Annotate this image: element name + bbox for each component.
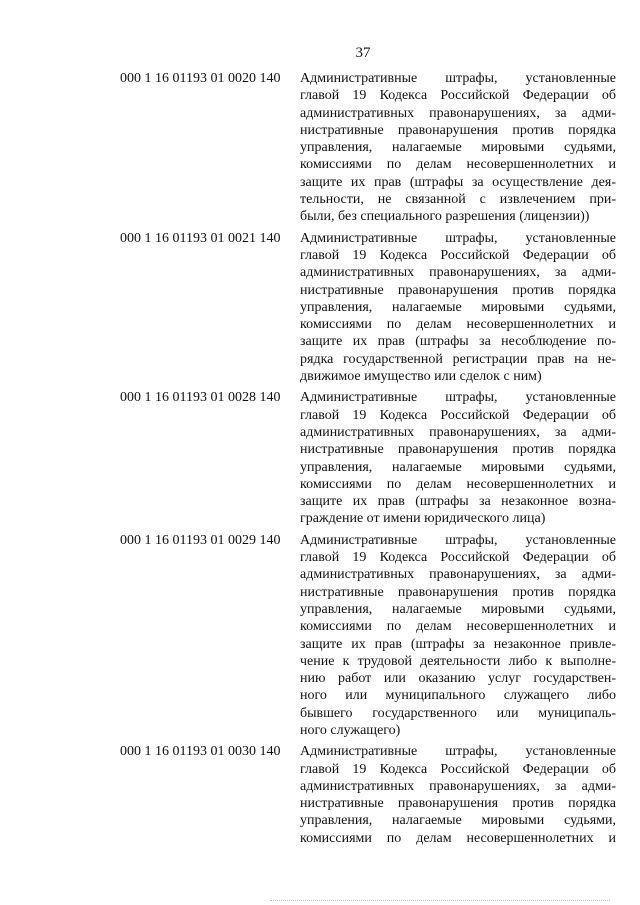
description-line: комиссиями по делам несовершеннолетних и <box>300 830 616 846</box>
description-line: комиссиями по делам несовершеннолетних и <box>300 476 616 492</box>
description-line: административных правонарушениях, за адми- <box>300 265 616 281</box>
description-line: нистративные правонарушения против порядка <box>300 282 616 298</box>
description-line: управления, налагаемые мировыми судьями, <box>300 299 616 315</box>
description-line: главой 19 Кодекса Российской Федерации об <box>300 550 616 566</box>
description-line: защите их прав (штрафы за осуществление дея- <box>300 174 616 190</box>
fine-description <box>300 743 616 847</box>
fine-description <box>300 389 616 527</box>
table-row <box>120 532 616 740</box>
description-line: ного служащего) <box>300 722 401 738</box>
description-line: управления, налагаемые мировыми судьями, <box>300 459 616 475</box>
description-line: нистративные правонарушения против порядка <box>300 796 616 812</box>
description-line: бывшего государственного или муниципаль- <box>300 705 616 721</box>
description-line: чение к трудовой деятельности либо к выполне- <box>300 653 616 669</box>
description-line: административных правонарушениях, за адми- <box>300 567 616 583</box>
fine-description <box>300 70 616 226</box>
description-line: ного или муниципального служащего либо <box>300 688 616 704</box>
description-line: защите их прав (штрафы за несоблюдение по- <box>300 334 616 350</box>
description-line: главой 19 Кодекса Российской Федерации об <box>300 247 616 263</box>
description-line: главой 19 Кодекса Российской Федерации об <box>300 407 616 423</box>
description-line: комиссиями по делам несовершеннолетних и <box>300 157 616 173</box>
classification-code: 000 1 16 01193 01 0028 140 <box>120 390 281 406</box>
classification-code: 000 1 16 01193 01 0029 140 <box>120 532 281 548</box>
description-line: комиссиями по делам несовершеннолетних и <box>300 619 616 635</box>
description-line: управления, налагаемые мировыми судьями, <box>300 601 616 617</box>
description-line: защите их прав (штрафы за незаконное привле- <box>300 636 616 652</box>
description-line: управления, налагаемые мировыми судьями, <box>300 140 616 156</box>
classification-code: 000 1 16 01193 01 0030 140 <box>120 744 281 760</box>
table-row <box>120 743 616 847</box>
description-line: рядка государственной регистрации прав на не- <box>300 351 616 367</box>
description-line: Административные штрафы, установленные <box>300 71 616 86</box>
description-line: Административные штрафы, установленные <box>300 390 616 406</box>
fine-description <box>300 532 616 740</box>
description-line: главой 19 Кодекса Российской Федерации об <box>300 761 616 777</box>
description-line: административных правонарушениях, за адми- <box>300 778 616 794</box>
description-line: главой 19 Кодекса Российской Федерации об <box>300 88 616 104</box>
classification-code: 000 1 16 01193 01 0020 140 <box>120 71 281 86</box>
description-line: нистративные правонарушения против порядка <box>300 122 616 138</box>
description-line: нию работ или оказанию услуг государствен- <box>300 671 616 687</box>
table-row <box>120 70 616 226</box>
fines-table <box>120 70 616 851</box>
description-line: нистративные правонарушения против порядка <box>300 584 616 600</box>
description-line: граждение от имени юридического лица) <box>300 511 546 527</box>
description-line: Административные штрафы, установленные <box>300 744 616 760</box>
description-line: комиссиями по делам несовершеннолетних и <box>300 317 616 333</box>
description-line: Административные штрафы, установленные <box>300 230 616 246</box>
table-row <box>120 230 616 386</box>
description-line: административных правонарушениях, за адми- <box>300 424 616 440</box>
description-line: тельности, не связанной с извлечением при- <box>300 192 616 208</box>
page-number: 37 <box>355 45 371 61</box>
description-line: административных правонарушениях, за адми- <box>300 105 616 121</box>
description-line: управления, налагаемые мировыми судьями, <box>300 813 616 829</box>
table-row <box>120 389 616 527</box>
fine-description <box>300 230 616 386</box>
description-line: были, без специального разрешения (лицензии)) <box>300 209 590 225</box>
classification-code: 000 1 16 01193 01 0021 140 <box>120 230 281 246</box>
description-line: защите их прав (штрафы за незаконное возна- <box>300 494 616 510</box>
description-line: Административные штрафы, установленные <box>300 532 616 548</box>
description-line: нистративные правонарушения против порядка <box>300 442 616 458</box>
description-line: движимое имущество или сделок с ним) <box>300 369 542 385</box>
footer-scan-artifact <box>270 898 610 901</box>
